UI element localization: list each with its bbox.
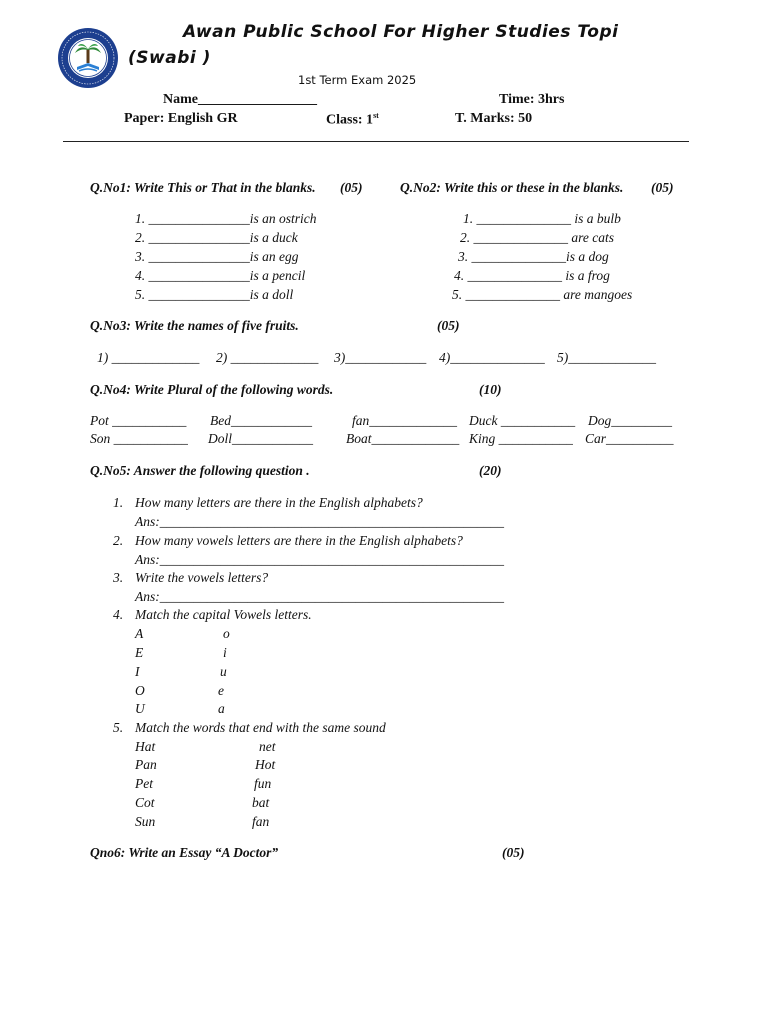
q2-marks: (05) <box>651 180 674 195</box>
match-right: e <box>218 683 224 698</box>
word-right: fan <box>252 814 270 829</box>
time-label: Time: 3hrs <box>499 92 565 107</box>
class-label: Class: 1st <box>326 111 379 128</box>
school-name-line2: (Swabi ) <box>128 48 211 68</box>
word-left: Pet <box>135 776 153 791</box>
q2-item: 5. ______________ are mangoes <box>452 287 633 302</box>
word-left: Hat <box>135 739 156 754</box>
q5-answer-line: Ans:___________________________________________________ <box>135 514 504 529</box>
q1-item: 3. _______________is an egg <box>135 249 299 264</box>
total-marks-label: T. Marks: 50 <box>455 111 533 126</box>
q5-answer-line: Ans:___________________________________________________ <box>135 589 504 604</box>
q1-marks: (05) <box>340 180 363 195</box>
q5-question: Write the vowels letters? <box>135 570 269 585</box>
q5-num: 5. <box>113 720 124 735</box>
school-name-line1: Awan Public School For Higher Studies Topi <box>183 22 619 42</box>
q4-word: Pot ___________ <box>90 413 187 428</box>
q4-word: Duck ___________ <box>469 413 576 428</box>
match-left: O <box>135 683 145 698</box>
match-right: i <box>223 645 227 660</box>
q3-title: Q.No3: Write the names of five fruits. <box>90 318 299 333</box>
q1-item: 2. _______________is a duck <box>135 230 298 245</box>
q4-marks: (10) <box>479 382 502 397</box>
q5-title: Q.No5: Answer the following question . <box>90 463 310 478</box>
q1-item: 4. _______________is a pencil <box>135 268 306 283</box>
paper-label: Paper: English GR <box>124 111 238 126</box>
q2-item: 4. ______________ is a frog <box>454 268 610 283</box>
q3-blank: 5)_____________ <box>557 350 656 365</box>
match-right: o <box>223 626 230 641</box>
q3-blank: 1) _____________ <box>97 350 200 365</box>
q4-word: Dog_________ <box>588 413 672 428</box>
q4-word: Bed____________ <box>210 413 312 428</box>
header-divider <box>63 141 689 142</box>
q4-word: Son ___________ <box>90 431 188 446</box>
q5-num: 2. <box>113 533 124 548</box>
q2-item: 3. ______________is a dog <box>458 249 609 264</box>
match-right: a <box>218 701 225 716</box>
q5-marks: (20) <box>479 463 502 478</box>
q5-num: 4. <box>113 607 124 622</box>
match-left: I <box>135 664 140 679</box>
q5-num: 1. <box>113 495 124 510</box>
q5-answer-line: Ans:___________________________________________________ <box>135 552 504 567</box>
word-right: Hot <box>255 757 276 772</box>
q3-blank: 4)______________ <box>439 350 545 365</box>
q4-word: Boat_____________ <box>346 431 460 446</box>
school-logo <box>57 27 119 89</box>
exam-title: 1st Term Exam 2025 <box>298 73 417 87</box>
q4-word: fan_____________ <box>352 413 458 428</box>
q1-item: 5. _______________is a doll <box>135 287 294 302</box>
match-left: E <box>135 645 144 660</box>
q4-word: King ___________ <box>469 431 573 446</box>
word-right: fun <box>254 776 272 791</box>
q1-item: 1. _______________is an ostrich <box>135 211 317 226</box>
word-right: bat <box>252 795 270 810</box>
q3-blank: 3)____________ <box>334 350 427 365</box>
q5-question: Match the capital Vowels letters. <box>135 607 312 622</box>
name-field: Name_________________ <box>163 92 317 107</box>
q5-question: How many letters are there in the English alphabets? <box>135 495 423 510</box>
word-left: Sun <box>135 814 156 829</box>
word-left: Pan <box>135 757 157 772</box>
q3-blank: 2) _____________ <box>216 350 319 365</box>
q6-title: Qno6: Write an Essay “A Doctor” <box>90 845 279 860</box>
q2-title: Q.No2: Write this or these in the blanks. <box>400 180 624 195</box>
q5-question: Match the words that end with the same sound <box>135 720 386 735</box>
q2-item: 1. ______________ is a bulb <box>463 211 621 226</box>
q4-word: Car__________ <box>585 431 674 446</box>
word-left: Cot <box>135 795 155 810</box>
q3-marks: (05) <box>437 318 460 333</box>
word-right: net <box>259 739 276 754</box>
match-left: U <box>135 701 145 716</box>
q2-item: 2. ______________ are cats <box>460 230 614 245</box>
q6-marks: (05) <box>502 845 525 860</box>
match-right: u <box>220 664 227 679</box>
q4-title: Q.No4: Write Plural of the following words. <box>90 382 334 397</box>
q5-num: 3. <box>113 570 124 585</box>
match-left: A <box>135 626 144 641</box>
q5-question: How many vowels letters are there in the English alphabets? <box>135 533 463 548</box>
q1-title: Q.No1: Write This or That in the blanks. <box>90 180 316 195</box>
q4-word: Doll____________ <box>208 431 314 446</box>
